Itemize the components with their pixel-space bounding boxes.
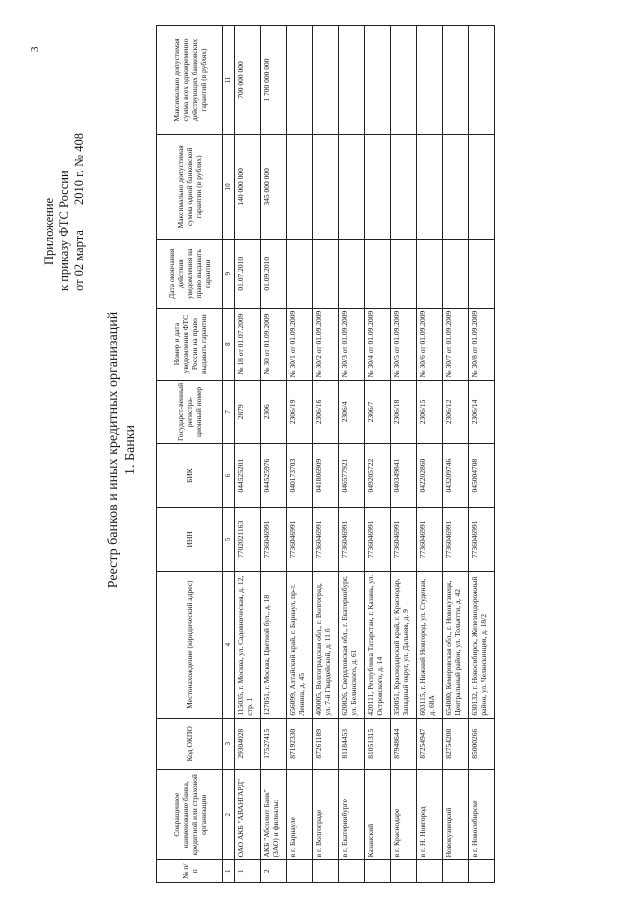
column-header: Максимально допустимая сумма всех одновременно действующих банковских гарантий (в рублях) (157, 26, 223, 135)
table-cell: 1 700 000 000 (261, 26, 287, 135)
table-cell: 656099, Алтайский край, г. Барнаул, пр-т. Ленина, д. 45 (287, 571, 313, 718)
table-body (235, 26, 495, 883)
table-cell: 7702021163 (235, 507, 261, 571)
table-cell (391, 26, 417, 135)
table-cell: № 30/5 от 01.09.2009 (391, 308, 417, 380)
appendix-block (42, 75, 87, 335)
table-cell (365, 26, 391, 135)
table-cell: 7736046991 (443, 507, 469, 571)
table-cell: 044525201 (235, 444, 261, 508)
table-row (261, 26, 287, 883)
table-row (313, 26, 339, 883)
table-cell (287, 239, 313, 308)
table-cell: 630132, г. Новосибирск, Железнодорожный район, ул. Челюскинцев, д. 18/2 (469, 571, 495, 718)
table-cell: 603115, г. Нижний Новгород, ул. Студеная, д. 68А (417, 571, 443, 718)
column-index-cell: 8 (223, 308, 235, 380)
table-row (469, 26, 495, 883)
table-cell: 700 000 000 (235, 26, 261, 135)
table-cell (469, 860, 495, 883)
column-header: БИК (157, 444, 223, 508)
table-cell (391, 134, 417, 239)
column-index-cell: 11 (223, 26, 235, 135)
table-cell: 29304028 (235, 718, 261, 769)
page-number: 3 (29, 46, 41, 52)
table-cell (313, 860, 339, 883)
table-cell: 2 (261, 860, 287, 883)
table-cell (365, 134, 391, 239)
table-cell: 040349841 (391, 444, 417, 508)
table-index-row (223, 26, 235, 883)
table-cell: в г. Барнауле (287, 769, 313, 859)
table-cell: 82754208 (443, 718, 469, 769)
table-cell (313, 134, 339, 239)
table-cell: 87192330 (287, 718, 313, 769)
appendix-order-date (72, 75, 87, 335)
table-cell: 2306/19 (287, 380, 313, 444)
column-header: Дата окончания действия уведомления на право выдавать гарантии (157, 239, 223, 308)
table-cell: 043209746 (443, 444, 469, 508)
table-cell: 2306/16 (313, 380, 339, 444)
column-header: ИНН (157, 507, 223, 571)
table-cell: 7736046991 (365, 507, 391, 571)
table-cell: в г. Н. Новгород (417, 769, 443, 859)
table-cell (313, 239, 339, 308)
table-cell: 7736046991 (417, 507, 443, 571)
column-header: Местонахождение (юридический адрес) (157, 571, 223, 718)
table-cell (339, 239, 365, 308)
table-cell: 345 000 000 (261, 134, 287, 239)
table-cell: 049205722 (365, 444, 391, 508)
column-index-cell: 9 (223, 239, 235, 308)
column-index-cell: 2 (223, 769, 235, 859)
column-header: Номер и дата уведомления ФТС России на право выдавать гарантии (157, 308, 223, 380)
table-cell: № 30/3 от 01.09.2009 (339, 308, 365, 380)
table-cell: 045004708 (469, 444, 495, 508)
table-cell (417, 134, 443, 239)
column-header: Код ОКПО (157, 718, 223, 769)
table-cell: Казанский (365, 769, 391, 859)
table-cell: 01.09.2010 (261, 239, 287, 308)
table-cell (443, 239, 469, 308)
table-cell (469, 26, 495, 135)
table-cell: 2306/15 (417, 380, 443, 444)
table-cell: 654080, Кемеровская обл., г. Новокузнецк, Центральный район, ул. Тольятти, д. 42 (443, 571, 469, 718)
table-cell: 115035, г. Москва, ул. Садовническая, д. 12, стр. 1 (235, 571, 261, 718)
table-cell: № 30/8 от 01.09.2009 (469, 308, 495, 380)
appendix-title: Приложение (42, 197, 56, 265)
table-cell: 040173703 (287, 444, 313, 508)
column-header: Сокращенное наименование банка, кредитной или страховой организации (157, 769, 223, 859)
table-cell (417, 26, 443, 135)
table-cell: 041806909 (313, 444, 339, 508)
table-cell: 2306/14 (469, 380, 495, 444)
table-row (417, 26, 443, 883)
registry-title: Реестр банков и иных кредитных организаций (106, 311, 121, 589)
table-cell: 7736046991 (287, 507, 313, 571)
table-cell: № 30/2 от 01.09.2009 (313, 308, 339, 380)
table-cell: 87948644 (391, 718, 417, 769)
column-index-cell: 6 (223, 444, 235, 508)
table-row (391, 26, 417, 883)
table-cell: 620026, Свердловская обл., г. Екатеринбург, ул. Белинского, д. 61 (339, 571, 365, 718)
table-cell (365, 239, 391, 308)
table-cell: 140 000 000 (235, 134, 261, 239)
table-row (443, 26, 469, 883)
table-cell: 2306/12 (443, 380, 469, 444)
table-cell (417, 860, 443, 883)
column-index-cell: 7 (223, 380, 235, 444)
table-cell: 2306/4 (339, 380, 365, 444)
banks-registry-table (156, 25, 495, 883)
table-cell: 2306 (261, 380, 287, 444)
column-header: № п/п (157, 860, 223, 883)
table-row (235, 26, 261, 883)
table-cell: № 30/4 от 01.09.2009 (365, 308, 391, 380)
table-cell: 7736046991 (391, 507, 417, 571)
table-cell (443, 134, 469, 239)
table-cell: 01.07.2010 (235, 239, 261, 308)
table-cell: № 30/6 от 01.09.2009 (417, 308, 443, 380)
table-cell: 1 (235, 860, 261, 883)
table-cell: 7736046991 (261, 507, 287, 571)
appendix-order-ref: к приказу ФТС России (57, 170, 71, 291)
table-cell: 7736046991 (469, 507, 495, 571)
table-cell: 17527415 (261, 718, 287, 769)
table-cell: 127051, г. Москва, Цветной бул., д. 18 (261, 571, 287, 718)
table-cell: 042202860 (417, 444, 443, 508)
table-cell (469, 239, 495, 308)
table-cell: в г. Краснодаре (391, 769, 417, 859)
table-row (365, 26, 391, 883)
column-index-cell: 5 (223, 507, 235, 571)
table-cell: 7736046991 (313, 507, 339, 571)
table-cell (287, 134, 313, 239)
table-cell: 81051315 (365, 718, 391, 769)
table-cell (339, 134, 365, 239)
table-cell: 7736046991 (339, 507, 365, 571)
table-cell (339, 860, 365, 883)
table-cell (417, 239, 443, 308)
table-cell (287, 26, 313, 135)
table-cell (287, 860, 313, 883)
table-cell: в г. Новосибирске (469, 769, 495, 859)
section-title: 1. Банки (123, 424, 138, 476)
table-cell: 2306/18 (391, 380, 417, 444)
table-cell: 87254947 (417, 718, 443, 769)
table-cell: 420111, Республика Татарстан, г. Казань, ул. Островского, д. 14 (365, 571, 391, 718)
table-row (339, 26, 365, 883)
table-row (287, 26, 313, 883)
table-cell: 85000266 (469, 718, 495, 769)
table-cell: 400005, Волгоградская обл., г. Волгоград, ул. 7-й Гвардейской, д. 11 б (313, 571, 339, 718)
table-cell (339, 26, 365, 135)
table-cell: № 30/1 от 01.09.2009 (287, 308, 313, 380)
table-cell (443, 26, 469, 135)
table-cell (313, 26, 339, 135)
table-cell: № 30/7 от 01.09.2009 (443, 308, 469, 380)
table-header-row (157, 26, 223, 883)
table-cell: Новокузнецкий (443, 769, 469, 859)
column-header: Максимально допустимая сумма одной банковской гарантии (в рублях) (157, 134, 223, 239)
table-cell (443, 860, 469, 883)
table-cell (391, 239, 417, 308)
table-cell: 87261189 (313, 718, 339, 769)
table-cell: в г. Екатеринбурге (339, 769, 365, 859)
table-cell: 2306/7 (365, 380, 391, 444)
column-index-cell: 10 (223, 134, 235, 239)
column-index-cell: 3 (223, 718, 235, 769)
column-index-cell: 4 (223, 571, 235, 718)
table-cell: № 18 от 01.07.2009 (235, 308, 261, 380)
table-cell: 046577921 (339, 444, 365, 508)
table-cell: в г. Волгограде (313, 769, 339, 859)
appendix-number-part: 2010 г. № 408 (72, 133, 86, 205)
table-cell: АКБ "Абсолют Банк" (ЗАО) и филиалы: (261, 769, 287, 859)
table-cell: 044525976 (261, 444, 287, 508)
table-cell (391, 860, 417, 883)
table-cell: 350051, Краснодарский край, г. Краснодар, Западный округ, ул. Дальняя, д. 9 (391, 571, 417, 718)
table-cell (365, 860, 391, 883)
table-cell: № 30 от 01.09.2009 (261, 308, 287, 380)
table-cell: 81184453 (339, 718, 365, 769)
column-header: Государст-венный регистра-ционный номер (157, 380, 223, 444)
table-cell: 2879 (235, 380, 261, 444)
table-cell: ОАО АКБ "АВАНГАРД" (235, 769, 261, 859)
table-cell (469, 134, 495, 239)
column-index-cell: 1 (223, 860, 235, 883)
appendix-date-part: от 02 марта (72, 230, 86, 291)
